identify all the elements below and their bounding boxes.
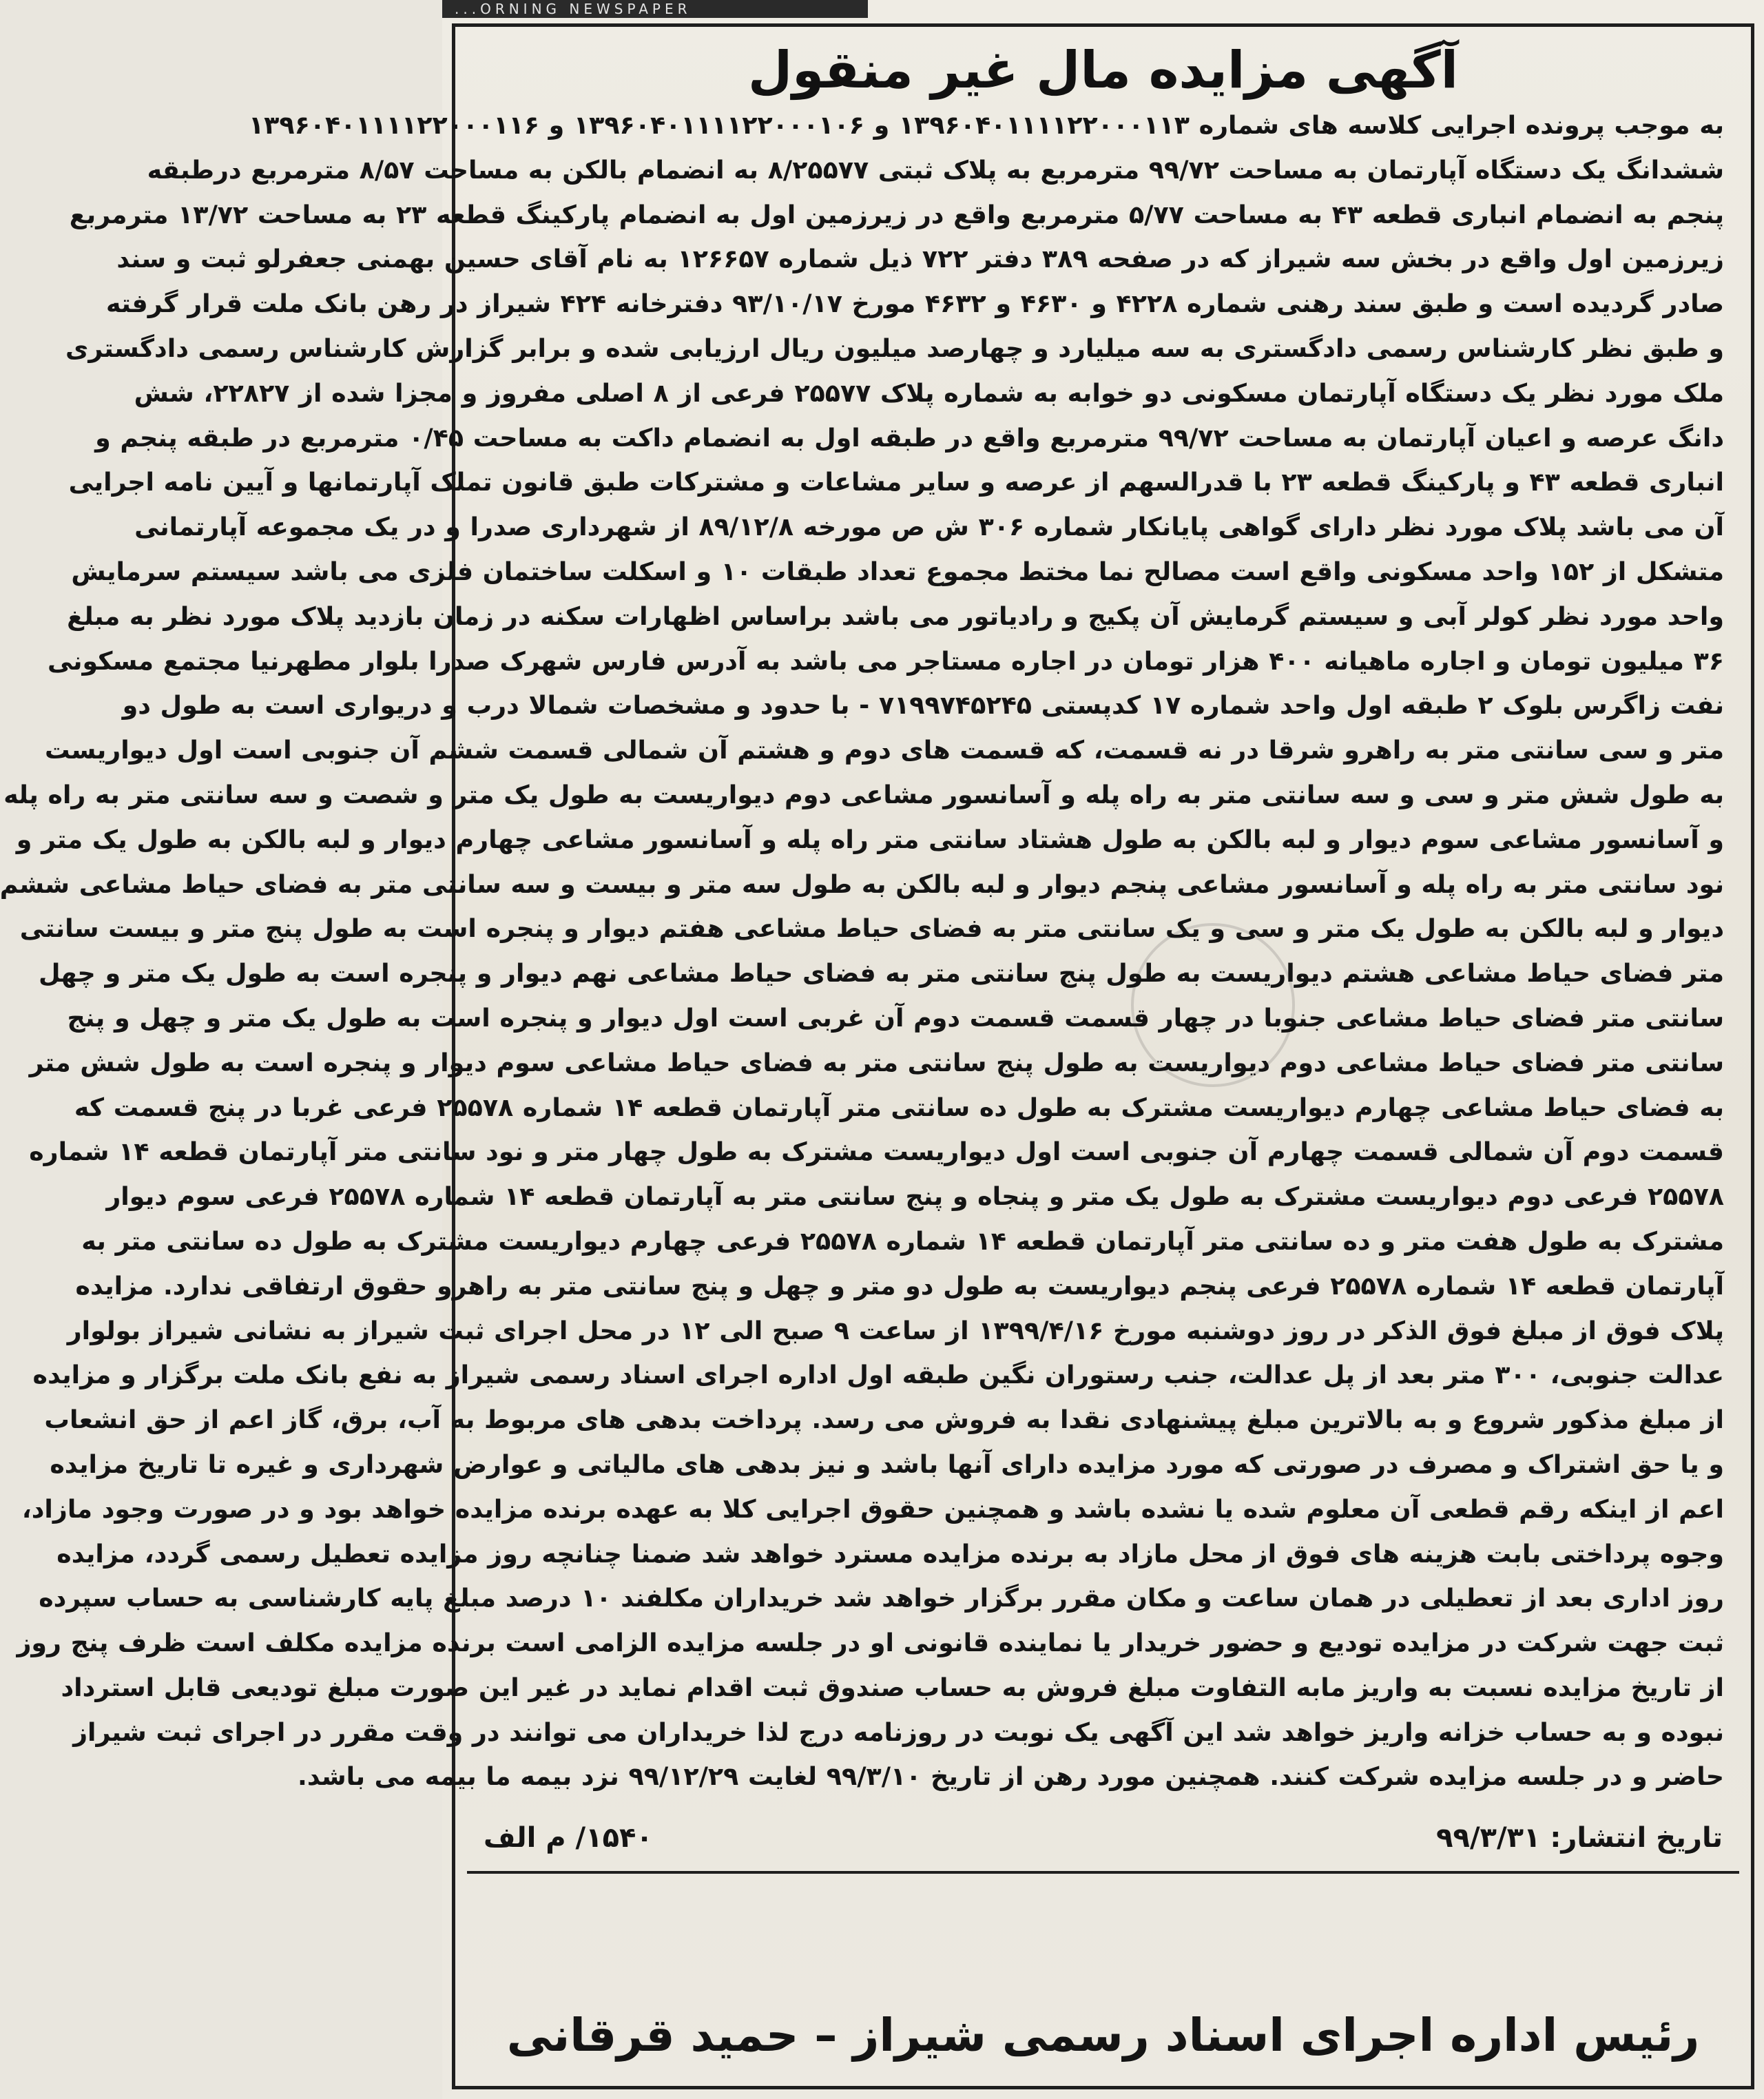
notice-line: سانتی متر فضای حیاط مشاعی جنوبا در چهار قسمت قسمت دوم آن غربی است اول دیوار و پنجره است به طول یک متر و چهل و پنج [67, 1002, 1724, 1033]
notice-body [0, 103, 1724, 1799]
reference-code: ۱۵۴۰/ م الف [484, 1822, 653, 1854]
divider-line [467, 1871, 1739, 1874]
notice-line: و طبق نظر کارشناس رسمی دادگستری به سه میلیارد و چهارصد میلیون ریال ارزیابی شده و برابر گزارش کارشناس رسمی دادگستری [65, 333, 1724, 363]
notice-line: پلاک فوق از مبلغ فوق الذکر در روز دوشنبه مورخ ۱۳۹۹/۴/۱۶ از ساعت ۹ صبح الی ۱۲ در محل اجرای ثبت شیراز به نشانی شیراز بولوار [67, 1315, 1724, 1345]
notice-line: آن می باشد پلاک مورد نظر دارای گواهی پایانکار شماره ۳۰۶ ش ص مورخه ۸۹/۱۲/۸ از شهرداری صدرا و در یک مجموعه آپارتمانی [134, 512, 1724, 542]
notice-line: انباری قطعه ۴۳ و پارکینگ قطعه ۲۳ با قدرالسهم از عرصه و سایر مشاعات و مشترکات طبق قانون تملک آپارتمانها و آیین نامه اجرایی [68, 467, 1724, 497]
notice-line: از تاریخ مزایده نسبت به واریز مابه التفاوت مبلغ فروش به حساب صندوق ثبت اقدام نماید در غیر این صورت مبلغ تودیعی قابل استرداد [61, 1672, 1724, 1702]
signature-line: رئیس اداره اجرای اسناد رسمی شیراز – حمید قرقانی [506, 2009, 1700, 2062]
notice-line: نبوده و به حساب خزانه واریز خواهد شد این آگهی یک نوبت در روزنامه درج لذا خریداران می توانند در وقت مقرر در اجرای ثبت شیراز [73, 1717, 1724, 1747]
notice-line: و آسانسور مشاعی سوم دیوار و لبه بالکن به طول هشتاد سانتی متر راه پله و آسانسور مشاعی چهارم دیوار و لبه بالکن به طول یک متر و [16, 824, 1724, 854]
notice-line: صادر گردیده است و طبق سند رهنی شماره ۴۲۲۸ و ۴۶۳۰ و ۴۶۳۲ مورخ ۹۳/۱۰/۱۷ دفترخانه ۴۲۴ شیراز در رهن بانک ملت قرار گرفته [106, 289, 1724, 319]
notice-line: وجوه پرداختی بابت هزینه های فوق از محل مازاد به برنده مزایده مسترد خواهد شد ضمنا چنانچه روز مزایده تعطیل رسمی گردد، مزایده [56, 1538, 1724, 1569]
publish-date-value: ۹۹/۳/۳۱ [1436, 1822, 1541, 1854]
notice-line: متر فضای حیاط مشاعی هشتم دیواریست به طول پنج سانتی متر به فضای حیاط مشاعی نهم دیوار و پنجره است به طول یک متر و چهل [39, 958, 1724, 989]
publication-info [484, 1819, 1723, 1857]
notice-line: متشکل از ۱۵۲ واحد مسکونی واقع است مصالح نما مختط مجموع تعداد طبقات ۱۰ و اسکلت ساختمان فلزی می باشد سیستم سرمایش [71, 556, 1724, 586]
notice-line: زیرزمین اول واقع در بخش سه شیراز که در صفحه ۳۸۹ دفتر ۷۲۲ ذیل شماره ۱۲۶۶۵۷ به نام آقای حسین بهمنی جعفرلو ثبت و سند [116, 244, 1724, 274]
notice-line: به فضای حیاط مشاعی چهارم دیواریست مشترک به طول ده سانتی متر آپارتمان قطعه ۱۴ شماره ۲۵۵۷۸ فرعی غربا در پنج قسمت که [74, 1092, 1724, 1122]
notice-line: و یا حق اشتراک و مصرف در صورتی که مورد مزایده دارای آنها باشد و نیز بدهی های مالیاتی و عوارض شهرداری و غیره تا تاریخ مزایده [50, 1449, 1724, 1479]
notice-line: آپارتمان قطعه ۱۴ شماره ۲۵۵۷۸ فرعی پنجم دیواریست به طول دو متر و چهل و پنج سانتی متر به راهرو حقوق ارتفاقی ندارد. مزایده [75, 1270, 1724, 1301]
notice-line: اعم از اینکه رقم قطعی آن معلوم شده یا نشده باشد و همچنین حقوق اجرایی کلا به عهده برنده مزایده خواهد بود و در صورت وجود مازاد، [21, 1493, 1724, 1524]
notice-line: حاضر و در جلسه مزایده شرکت کنند. همچنین مورد رهن از تاریخ ۹۹/۳/۱۰ لغایت ۹۹/۱۲/۲۹ نزد بیمه ما بیمه می باشد. [298, 1761, 1724, 1792]
notice-line: عدالت جنوبی، ۳۰۰ متر بعد از پل عدالت، جنب رستوران نگین طبقه اول اداره اجرای اسناد رسمی شیراز به نفع بانک ملت برگزار و مزایده [32, 1360, 1724, 1390]
notice-line: به موجب پرونده اجرایی کلاسه های شماره ۱۳۹۶۰۴۰۱۱۱۱۲۲۰۰۰۱۱۳ و ۱۳۹۶۰۴۰۱۱۱۱۲۲۰۰۰۱۰۶ و ۱۳۹۶۰۴۰۱۱۱۱۲۲۰۰۰۱۱۶ [248, 110, 1724, 140]
notice-title: آگهی مزایده مال غیر منقول [747, 41, 1459, 100]
notice-line: دیوار و لبه بالکن به طول یک متر و سی و یک سانتی متر به فضای حیاط مشاعی هفتم دیوار و پنجره است به طول پنج متر و بیست سانتی [19, 913, 1724, 944]
notice-line: سانتی متر فضای حیاط مشاعی دوم دیواریست به طول پنج سانتی متر به فضای حیاط مشاعی سوم دیوار و پنجره است به طول شش متر [29, 1047, 1724, 1077]
notice-line: نفت زاگرس بلوک ۲ طبقه اول واحد شماره ۱۷ کدپستی ۷۱۹۹۷۴۵۲۴۵ - با حدود و مشخصات شمالا درب و دریواری است به طول دو [122, 690, 1724, 721]
notice-line: واحد مورد نظر کولر آبی و سیستم گرمایش آن پکیج و رادیاتور می باشد براساس اظهارات سکنه در زمان بازدید پلاک مورد نظر به مبلغ [67, 601, 1724, 631]
notice-line: پنجم به انضمام انباری قطعه ۴۳ به مساحت ۵/۷۷ مترمربع واقع در زیرزمین اول به انضمام پارکینگ قطعه ۲۳ به مساحت ۱۳/۷۲ مترمربع [69, 199, 1724, 229]
publish-date-label: تاریخ انتشار: [1550, 1822, 1723, 1854]
notice-line: دانگ عرصه و اعیان آپارتمان به مساحت ۹۹/۷۲ مترمربع واقع در طبقه اول به انضمام داکت به مساحت ۰/۴۵ مترمربع در طبقه پنجم و [95, 422, 1724, 453]
newspaper-masthead: ...ORNING NEWSPAPER [442, 0, 868, 18]
notice-line: مشترک به طول هفت متر و ده سانتی متر آپارتمان قطعه ۱۴ شماره ۲۵۵۷۸ فرعی چهارم دیواریست مشترک به طول ده سانتی متر به [81, 1226, 1724, 1256]
notice-line: نود سانتی متر به راه پله و آسانسور مشاعی پنجم دیوار و لبه بالکن به طول سه متر و بیست و سه سانتی متر به فضای حیاط مشاعی ششم [0, 869, 1724, 899]
notice-line: از مبلغ مذکور شروع و به بالاترین مبلغ پیشنهادی نقدا به فروش می رسد. پرداخت بدهی های مربوط به آب، برق، گاز اعم از حق انشعاب [44, 1405, 1724, 1435]
notice-line: ۲۵۵۷۸ فرعی دوم دیواریست مشترک به طول یک متر و پنجاه و پنج سانتی متر به آپارتمان قطعه ۱۴ شماره ۲۵۵۷۸ فرعی سوم دیوار [106, 1181, 1724, 1212]
notice-line: ششدانگ یک دستگاه آپارتمان به مساحت ۹۹/۷۲ مترمربع به پلاک ثبتی ۸/۲۵۵۷۷ به انضمام بالکن به مساحت ۸/۵۷ مترمربع درطبقه [147, 154, 1724, 185]
publish-date-block [1436, 1819, 1723, 1857]
notice-line: متر و سی سانتی متر به راهرو شرقا در نه قسمت، که قسمت های دوم و هشتم آن شمالی قسمت ششم آن جنوبی است اول دیواریست [45, 735, 1724, 765]
notice-line: ثبت جهت شرکت در مزایده تودیع و حضور خریدار یا نماینده قانونی او در جلسه مزایده الزامی است برنده مزایده مکلف است ظرف پنج روز [17, 1628, 1724, 1658]
notice-line: ۳۶ میلیون تومان و اجاره ماهیانه ۴۰۰ هزار تومان در اجاره مستاجر می باشد به آدرس فارس شهرک صدرا بلوار مطهرنیا مجتمع مسکونی [48, 645, 1724, 676]
notice-line: به طول شش متر و سی و سه سانتی متر به راه پله و آسانسور مشاعی دوم دیواریست به طول یک متر و شصت و سه سانتی متر به راه پله [3, 779, 1724, 809]
notice-line: روز اداری بعد از تعطیلی در همان ساعت و مکان مقرر برگزار خواهد شد خریداران مکلفند ۱۰ درصد مبلغ پایه کارشناسی به حساب سپرده [39, 1583, 1724, 1613]
notice-line: قسمت دوم آن شمالی قسمت چهارم آن جنوبی است اول دیواریست مشترک به طول چهار متر و نود سانتی متر آپارتمان قطعه ۱۴ شماره [29, 1137, 1724, 1167]
notice-line: ملک مورد نظر یک دستگاه آپارتمان مسکونی دو خوابه به شماره پلاک ۲۵۵۷۷ فرعی از ۸ اصلی مفروز و مجزا شده از ۲۲۸۲۷، شش [134, 378, 1724, 408]
